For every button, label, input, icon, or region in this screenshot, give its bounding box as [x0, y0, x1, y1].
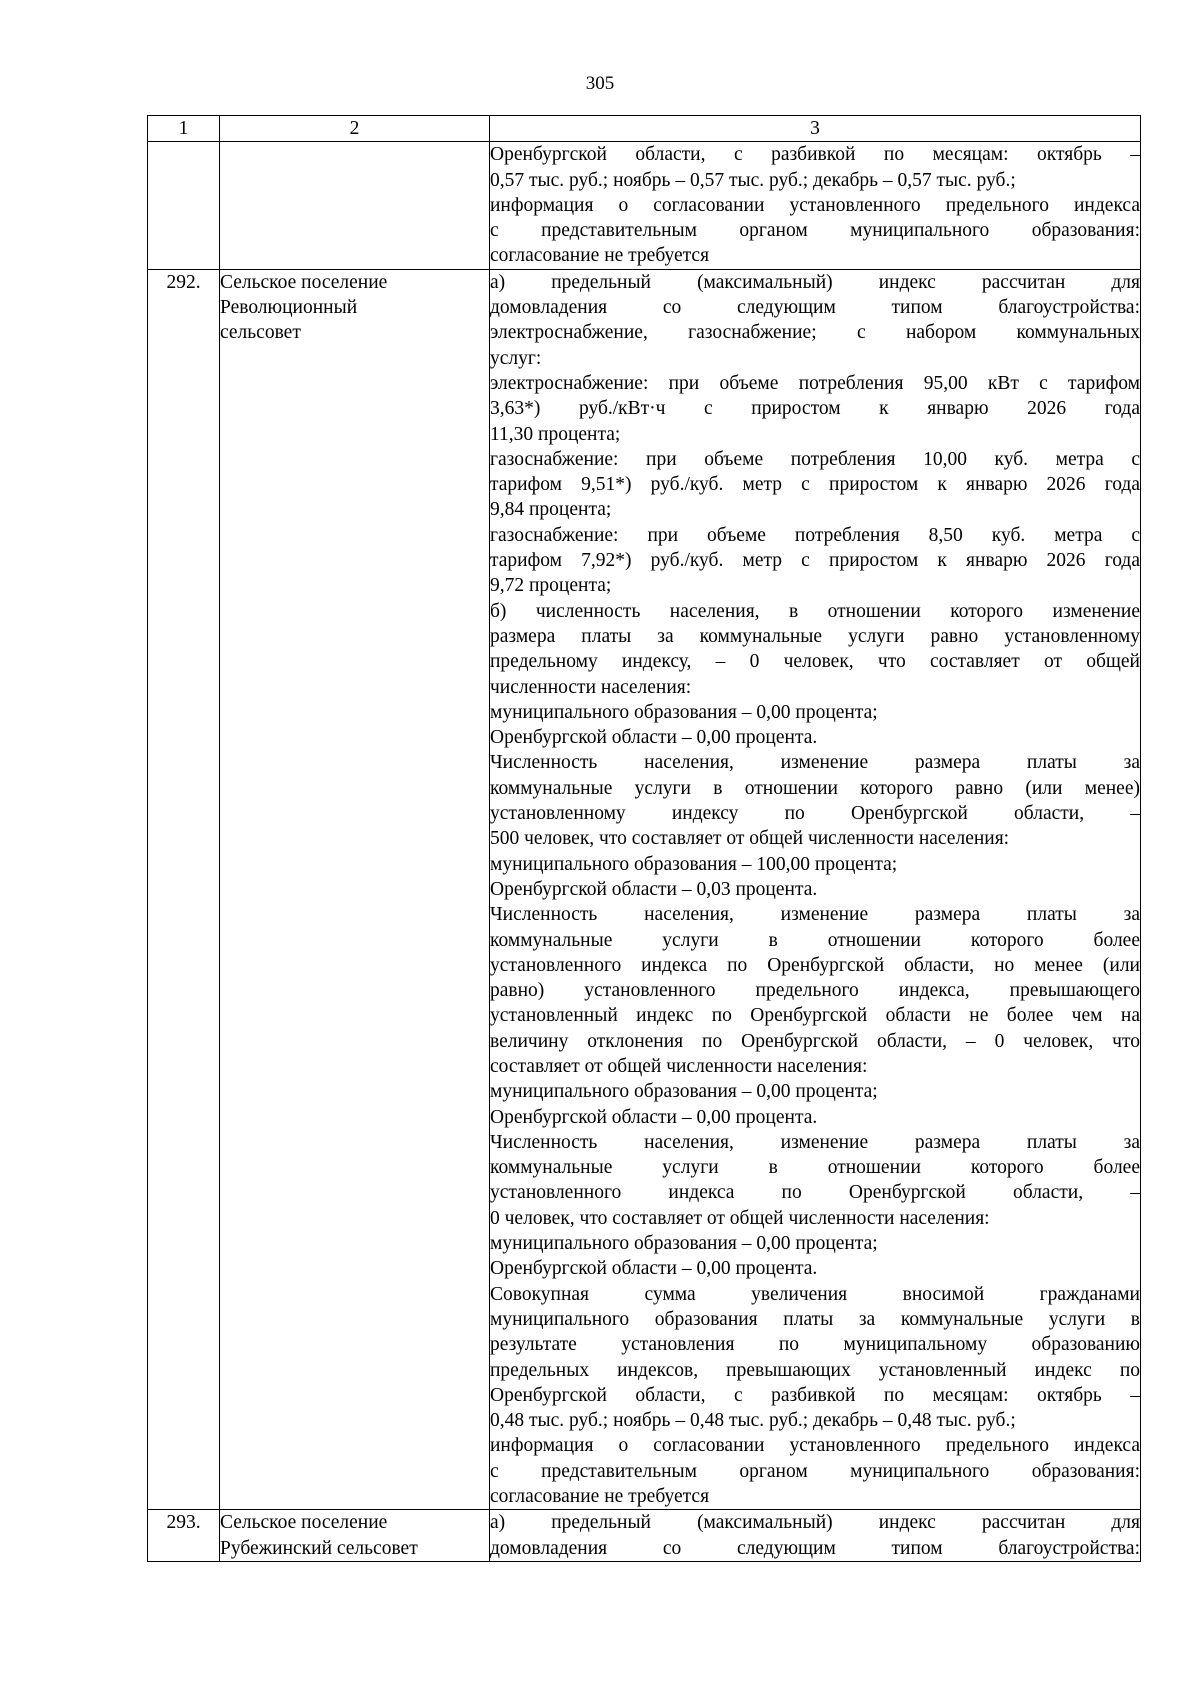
- settlement-name: [220, 269, 490, 1510]
- description-line: Оренбургской области – 0,00 процента.: [490, 1258, 818, 1280]
- description-line: Численность населения, изменение размера платы за: [490, 1131, 1140, 1153]
- description-line: а) предельный (максимальный) индекс рассчитан для: [490, 1512, 1140, 1534]
- description-line: Оренбургской области – 0,03 процента.: [490, 878, 818, 900]
- description-line: предельных индексов, превышающих установленный индекс по: [490, 1359, 1140, 1381]
- description-line: равно) установленного предельного индекса, превышающего: [490, 980, 1140, 1002]
- description-line: составляет от общей численности населения:: [490, 1055, 868, 1077]
- description-line: тарифом 9,51*) руб./куб. метр с приростом к январю 2026 года: [490, 474, 1140, 496]
- description-line: 9,84 процента;: [490, 499, 612, 521]
- table-header-row: [148, 116, 1141, 142]
- description-line: 11,30 процента;: [490, 423, 621, 445]
- settlement-name-line: Сельское поселение: [220, 1512, 388, 1534]
- description-line: установленного индекса по Оренбургской области, –: [490, 1182, 1140, 1204]
- description-line: численности населения:: [490, 676, 692, 698]
- row-number: [148, 142, 220, 269]
- description-line: муниципального образования – 100,00 процента;: [490, 853, 898, 875]
- settlement-name-line: Революционный: [220, 297, 358, 319]
- description-line: предельному индексу, – 0 человек, что составляет от общей: [490, 651, 1140, 673]
- index-description: [490, 142, 1141, 269]
- settlement-name: [220, 142, 490, 269]
- description-line: муниципального образования – 0,00 процента;: [490, 701, 878, 723]
- description-line: 0,57 тыс. руб.; ноябрь – 0,57 тыс. руб.; декабрь – 0,57 тыс. руб.;: [490, 169, 1016, 191]
- description-line: установленный индекс по Оренбургской области не более чем на: [490, 1005, 1140, 1027]
- description-line: газоснабжение: при объеме потребления 10,00 куб. метра с: [490, 448, 1140, 470]
- description-line: электроснабжение, газоснабжение; с набором коммунальных: [490, 322, 1140, 344]
- description-line: информация о согласовании установленного предельного индекса: [490, 194, 1140, 216]
- description-line: домовладения со следующим типом благоустройства:: [490, 1537, 1140, 1559]
- description-line: Численность населения, изменение размера платы за: [490, 752, 1140, 774]
- description-line: Оренбургской области – 0,00 процента.: [490, 1106, 818, 1128]
- description-line: муниципального образования – 0,00 процента;: [490, 1081, 878, 1103]
- settlement-name-line: сельсовет: [220, 322, 301, 344]
- description-line: Совокупная сумма увеличения вносимой гражданами: [490, 1283, 1140, 1305]
- page-number: 305: [585, 73, 615, 94]
- description-line: Оренбургской области, с разбивкой по месяцам: октябрь –: [490, 144, 1140, 166]
- description-line: газоснабжение: при объеме потребления 8,50 куб. метра с: [490, 524, 1140, 546]
- description-line: установленному индексу по Оренбургской области, –: [490, 803, 1140, 825]
- row-number: 292.: [148, 269, 220, 1510]
- settlement-name: [220, 1510, 490, 1562]
- description-line: Оренбургской области – 0,00 процента.: [490, 727, 818, 749]
- description-line: муниципального образования платы за коммунальные услуги в: [490, 1308, 1140, 1330]
- description-line: коммунальные услуги в отношении которого более: [490, 1157, 1140, 1179]
- description-line: информация о согласовании установленного предельного индекса: [490, 1435, 1140, 1457]
- description-line: тарифом 7,92*) руб./куб. метр с приростом к январю 2026 года: [490, 550, 1140, 572]
- description-line: домовладения со следующим типом благоустройства:: [490, 297, 1140, 319]
- description-line: установленного индекса по Оренбургской области, но менее (или: [490, 954, 1140, 976]
- description-line: с представительным органом муниципального образования:: [490, 1460, 1140, 1482]
- description-line: Оренбургской области, с разбивкой по месяцам: октябрь –: [490, 1384, 1140, 1406]
- description-line: 3,63*) руб./кВт·ч с приростом к январю 2026 года: [490, 398, 1140, 420]
- table-row: [148, 1510, 1141, 1562]
- description-line: с представительным органом муниципального образования:: [490, 220, 1140, 242]
- description-line: услуг:: [490, 347, 542, 369]
- description-line: коммунальные услуги в отношении которого более: [490, 929, 1140, 951]
- description-line: а) предельный (максимальный) индекс рассчитан для: [490, 271, 1140, 293]
- index-description: [490, 269, 1141, 1510]
- description-line: электроснабжение: при объеме потребления 95,00 кВт с тарифом: [490, 372, 1140, 394]
- index-description: [490, 1510, 1141, 1562]
- description-line: 500 человек, что составляет от общей численности населения:: [490, 828, 1010, 850]
- description-line: согласование не требуется: [490, 1486, 710, 1508]
- table-row: [148, 269, 1141, 1510]
- description-line: б) численность населения, в отношении которого изменение: [490, 600, 1140, 622]
- description-line: 9,72 процента;: [490, 575, 612, 597]
- description-line: результате установления по муниципальному образованию: [490, 1334, 1140, 1356]
- header-col-3: 3: [490, 116, 1141, 142]
- description-line: согласование не требуется: [490, 245, 710, 267]
- settlement-name-line: Сельское поселение: [220, 271, 388, 293]
- header-col-1: 1: [148, 116, 220, 142]
- description-line: муниципального образования – 0,00 процента;: [490, 1233, 878, 1255]
- description-line: размера платы за коммунальные услуги равно установленному: [490, 625, 1140, 647]
- description-line: Численность населения, изменение размера платы за: [490, 904, 1140, 926]
- description-line: 0 человек, что составляет от общей численности населения:: [490, 1207, 990, 1229]
- table-body: [148, 142, 1141, 1562]
- header-col-2: 2: [220, 116, 490, 142]
- municipal-index-table: [147, 115, 1141, 1562]
- row-number: 293.: [148, 1510, 220, 1562]
- table-row: [148, 142, 1141, 269]
- description-line: 0,48 тыс. руб.; ноябрь – 0,48 тыс. руб.; декабрь – 0,48 тыс. руб.;: [490, 1410, 1016, 1432]
- description-line: величину отклонения по Оренбургской области, – 0 человек, что: [490, 1030, 1140, 1052]
- description-line: коммунальные услуги в отношении которого равно (или менее): [490, 777, 1140, 799]
- settlement-name-line: Рубежинский сельсовет: [220, 1537, 418, 1559]
